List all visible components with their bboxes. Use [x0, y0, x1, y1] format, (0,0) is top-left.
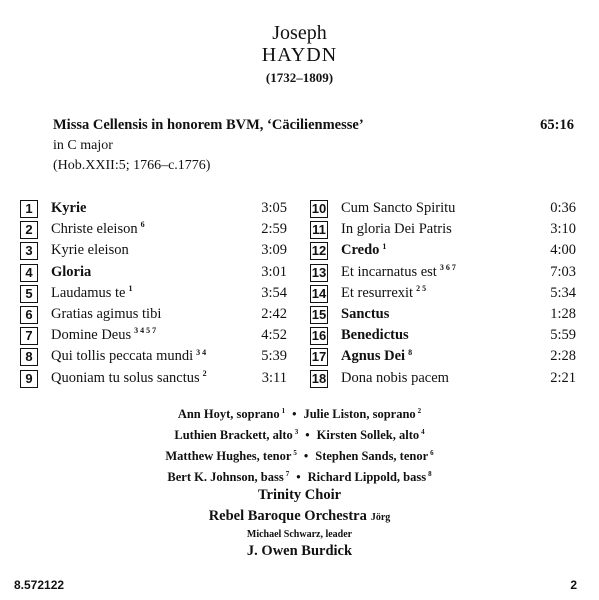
performer-line — [0, 449, 599, 464]
track-duration: 2:28 — [550, 348, 576, 365]
track-title-text: Sanctus — [341, 306, 390, 322]
track-row — [310, 285, 576, 305]
track-title-text: In gloria Dei Patris — [341, 221, 452, 238]
track-row — [310, 327, 576, 347]
track-title — [51, 306, 161, 323]
track-duration: 3:11 — [261, 369, 287, 386]
track-number: 3 — [20, 242, 38, 260]
track-row — [20, 370, 287, 390]
track-title — [51, 370, 207, 387]
soloist-footnote: 1 — [128, 283, 133, 293]
track-row — [20, 285, 287, 305]
track-duration: 2:59 — [261, 221, 287, 238]
track-number: 18 — [311, 370, 327, 386]
track-row — [310, 348, 576, 368]
performer-line — [0, 407, 599, 422]
track-duration: 5:39 — [261, 348, 287, 365]
choir: Trinity Choir — [257, 487, 342, 503]
track-row — [20, 242, 287, 262]
track-title-text: Benedictus — [341, 327, 409, 344]
track-row — [20, 200, 287, 220]
track-title — [341, 306, 389, 323]
performer-footnote: 8 — [428, 469, 432, 478]
track-duration: 2:21 — [550, 369, 576, 386]
track-duration: 1:28 — [550, 306, 576, 322]
track-title — [51, 200, 86, 217]
track-title — [341, 221, 452, 238]
track-title-text: Et resurrexit — [341, 284, 414, 301]
track-title — [341, 370, 449, 387]
track-title-text: Agnus Dei — [341, 348, 406, 365]
track-duration: 2:42 — [261, 306, 287, 322]
track-row — [20, 327, 287, 347]
performer-footnote: 1 — [281, 406, 286, 415]
orchestra-name: Rebel Baroque Orchestra — [208, 508, 367, 524]
track-number: 16 — [311, 328, 327, 344]
separator-bullet: • — [303, 449, 309, 463]
track-duration: 3:10 — [550, 221, 576, 238]
track-number: 12 — [311, 243, 327, 259]
track-row — [310, 200, 576, 220]
track-duration: 3:54 — [261, 284, 287, 301]
composer-last-name: HAYDN — [261, 44, 338, 66]
performer-footnote: 5 — [293, 448, 297, 457]
soloist-footnote: 2 5 — [416, 283, 427, 293]
track-number: 1 — [20, 200, 38, 218]
work-duration: 65:16 — [540, 117, 574, 133]
track-title-text: Laudamus te — [51, 284, 126, 301]
track-duration: 3:09 — [261, 242, 287, 259]
soloist-footnote: 8 — [408, 347, 413, 357]
soloist-footnote: 3 6 7 — [439, 262, 456, 272]
track-number: 8 — [20, 348, 38, 366]
track-duration: 4:00 — [550, 242, 576, 259]
track-title — [51, 327, 156, 344]
track-title-text: Kyrie — [51, 200, 87, 216]
performer-name: Stephen Sands, tenor — [315, 449, 429, 463]
leader: Michael Schwarz, leader — [246, 529, 353, 540]
performer-name: Kirsten Sollek, alto — [316, 428, 420, 442]
performer-footnote: 7 — [285, 469, 290, 478]
track-number: 4 — [20, 264, 38, 282]
performer-footnote: 3 — [294, 427, 299, 436]
performer-footnote: 2 — [417, 406, 422, 415]
soloist-footnote: 1 — [382, 241, 387, 251]
track-number: 17 — [311, 349, 327, 365]
track-row — [20, 264, 287, 284]
track-row — [20, 306, 287, 326]
orchestra — [0, 508, 599, 525]
track-number: 5 — [20, 285, 38, 303]
performer-line — [0, 428, 599, 443]
soloist-footnote: 3 4 — [196, 347, 207, 357]
track-row — [310, 264, 576, 284]
soloist-footnote: 2 — [202, 368, 207, 378]
separator-bullet: • — [292, 407, 297, 421]
track-title — [341, 242, 386, 259]
track-title-text: Domine Deus — [51, 327, 132, 344]
track-title-text: Christe eleison — [51, 221, 138, 238]
track-title-text: Gratias agimus tibi — [51, 306, 162, 322]
performer-name: Julie Liston, soprano — [303, 407, 416, 421]
track-number: 13 — [311, 264, 327, 280]
track-number: 15 — [311, 307, 327, 322]
track-title-text: Cum Sancto Spiritu — [341, 200, 456, 216]
track-title — [51, 348, 206, 365]
track-duration: 0:36 — [550, 200, 576, 216]
track-title-text: Dona nobis pacem — [341, 369, 449, 386]
conductor: J. Owen Burdick — [246, 543, 353, 559]
soloist-footnote: 6 — [140, 220, 145, 230]
track-number: 2 — [20, 221, 38, 239]
performer-name: Bert K. Johnson, bass — [167, 470, 284, 484]
performer-name: Luthien Brackett, alto — [174, 428, 293, 442]
track-row — [310, 370, 576, 390]
track-title — [51, 242, 129, 259]
track-title — [341, 264, 456, 281]
track-row — [310, 221, 576, 241]
composer-dates: (1732–1809) — [265, 70, 334, 85]
track-row — [310, 242, 576, 262]
track-duration: 7:03 — [550, 263, 576, 280]
track-duration: 5:34 — [550, 284, 576, 301]
track-duration: 3:01 — [261, 263, 287, 280]
performer-name: Richard Lippold, bass — [307, 470, 427, 484]
track-row — [20, 348, 287, 368]
track-title — [341, 200, 455, 217]
separator-bullet: • — [296, 470, 301, 484]
orchestra-suffix: Jörg — [370, 512, 391, 523]
track-title — [341, 327, 409, 344]
track-duration: 5:59 — [550, 327, 576, 344]
track-title-text: Quoniam tu solus sanctus — [51, 369, 200, 386]
performer-name: Matthew Hughes, tenor — [165, 449, 292, 463]
page-number: 2 — [570, 578, 577, 592]
track-number: 9 — [20, 370, 38, 388]
performer-footnote: 4 — [421, 427, 425, 436]
track-number: 10 — [311, 201, 327, 216]
track-title-text: Gloria — [51, 263, 92, 280]
track-duration: 4:52 — [261, 327, 287, 344]
track-number: 7 — [20, 327, 38, 345]
work-catalog: (Hob.XXII:5; 1766–c.1776) — [53, 158, 211, 173]
soloist-footnote: 3 4 5 7 — [134, 326, 157, 336]
track-title-text: Qui tollis peccata mundi — [51, 348, 194, 365]
separator-bullet: • — [305, 428, 310, 442]
track-title — [51, 285, 133, 302]
work-key: in C major — [53, 138, 113, 153]
track-title — [51, 264, 91, 281]
track-title — [341, 285, 426, 302]
track-title — [51, 221, 145, 238]
catalog-number: 8.572122 — [14, 578, 65, 592]
track-row — [310, 306, 576, 326]
track-title-text: Kyrie eleison — [51, 242, 129, 259]
performer-name: Ann Hoyt, soprano — [177, 407, 280, 421]
track-title — [341, 348, 412, 365]
track-title-text: Credo — [341, 242, 380, 259]
track-number: 14 — [311, 285, 327, 301]
composer-first-name: Joseph — [272, 22, 327, 44]
track-title-text: Et incarnatus est — [341, 263, 437, 280]
performer-line — [0, 470, 599, 485]
performer-footnote: 6 — [430, 448, 434, 457]
track-duration: 3:05 — [261, 200, 287, 216]
track-number: 11 — [310, 221, 328, 239]
work-title: Missa Cellensis in honorem BVM, ‘Cäcilienmesse’ — [53, 117, 364, 133]
track-number: 6 — [20, 306, 38, 324]
track-row — [20, 221, 287, 241]
